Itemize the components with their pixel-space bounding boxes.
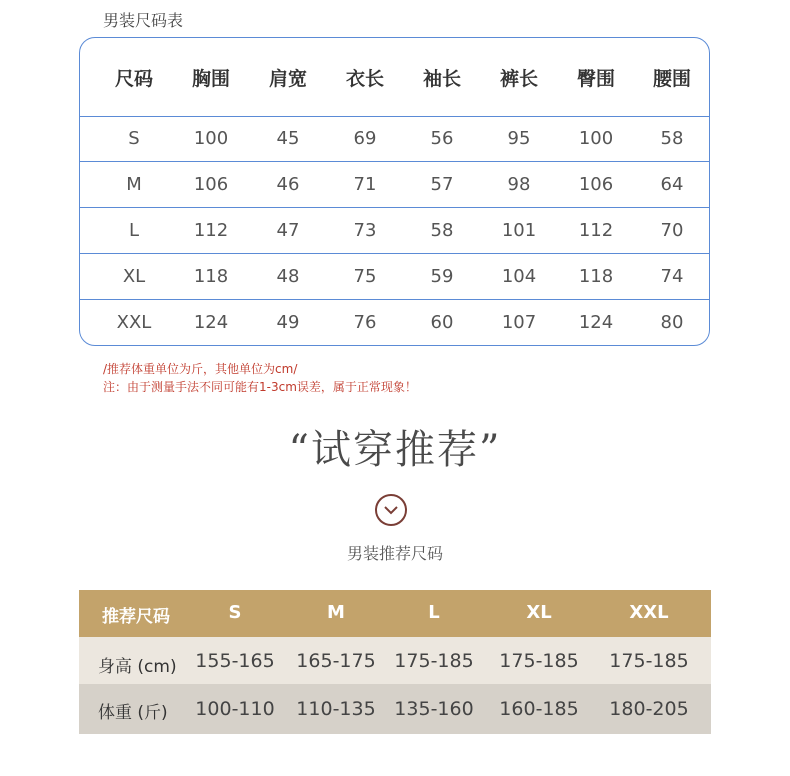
- table-row: [80, 116, 709, 162]
- table-cell: 60: [430, 312, 454, 333]
- table-cell: 46: [276, 174, 300, 195]
- table-cell: 76: [353, 312, 377, 333]
- table-cell: 73: [353, 220, 377, 241]
- table-cell: 180-205: [609, 698, 689, 720]
- table-cell: 175-185: [609, 650, 689, 672]
- table-cell: 58: [660, 128, 684, 149]
- table-cell: 124: [578, 312, 614, 333]
- header-size-s: S: [228, 602, 242, 623]
- table-row: [80, 254, 709, 300]
- table-cell: 112: [193, 220, 229, 241]
- header-waist: 腰围: [652, 68, 692, 90]
- table-row: [80, 208, 709, 254]
- table-cell: 59: [430, 266, 454, 287]
- table-cell: 95: [507, 128, 531, 149]
- section-title: “试穿推荐”: [288, 427, 502, 473]
- table-cell: 56: [430, 128, 454, 149]
- table-cell: 106: [578, 174, 614, 195]
- table-cell: 118: [193, 266, 229, 287]
- table-cell: 110-135: [296, 698, 376, 720]
- size-chart-header-row: [80, 38, 709, 117]
- size-chart-title: 男装尺码表: [103, 11, 184, 30]
- header-size-xxl: XXL: [629, 602, 669, 623]
- height-row: [79, 637, 711, 684]
- table-cell: 47: [276, 220, 300, 241]
- table-cell: 135-160: [394, 698, 474, 720]
- table-cell: 57: [430, 174, 454, 195]
- size-chart-table: [79, 37, 710, 346]
- header-sleeve: 袖长: [422, 68, 462, 90]
- table-cell: 100: [578, 128, 614, 149]
- table-row: [80, 162, 709, 208]
- table-cell: S: [128, 128, 140, 149]
- table-cell: 69: [353, 128, 377, 149]
- table-cell: 71: [353, 174, 377, 195]
- table-cell: XXL: [116, 312, 152, 333]
- table-cell: 58: [430, 220, 454, 241]
- table-cell: L: [128, 220, 140, 241]
- header-size-xl: XL: [526, 602, 552, 623]
- header-hip: 臀围: [576, 68, 616, 90]
- header-chest: 胸围: [191, 68, 231, 90]
- header-size-l: L: [428, 602, 440, 623]
- table-cell: 107: [501, 312, 537, 333]
- table-cell: 101: [501, 220, 537, 241]
- header-size: 尺码: [114, 68, 154, 90]
- error-note: 注：由于测量手法不同可能有1-3cm误差，属于正常现象！: [103, 380, 417, 394]
- table-cell: 48: [276, 266, 300, 287]
- table-cell: 112: [578, 220, 614, 241]
- table-cell: 106: [193, 174, 229, 195]
- table-cell: 165-175: [296, 650, 376, 672]
- table-cell: M: [126, 174, 142, 195]
- unit-note: /推荐体重单位为斤，其他单位为cm/: [103, 362, 298, 376]
- table-cell: 70: [660, 220, 684, 241]
- table-cell: 118: [578, 266, 614, 287]
- table-cell: 80: [660, 312, 684, 333]
- table-cell: 160-185: [499, 698, 579, 720]
- height-label: 身高 (cm): [98, 657, 177, 677]
- chevron-down-circle-icon: [375, 494, 407, 526]
- table-cell: 104: [501, 266, 537, 287]
- table-cell: 100-110: [195, 698, 275, 720]
- header-pants: 裤长: [499, 68, 539, 90]
- weight-row: [79, 684, 711, 734]
- table-cell: 49: [276, 312, 300, 333]
- recommendation-header-row: [79, 590, 711, 637]
- table-row: [80, 300, 709, 346]
- table-cell: 75: [353, 266, 377, 287]
- table-cell: 74: [660, 266, 684, 287]
- table-cell: 155-165: [195, 650, 275, 672]
- table-cell: XL: [122, 266, 146, 287]
- table-cell: 175-185: [499, 650, 579, 672]
- header-size-m: M: [327, 602, 345, 623]
- table-cell: 45: [276, 128, 300, 149]
- table-cell: 100: [193, 128, 229, 149]
- header-length: 衣长: [345, 68, 385, 90]
- header-recommended-size: 推荐尺码: [102, 607, 170, 627]
- header-shoulder: 肩宽: [268, 68, 308, 90]
- table-cell: 64: [660, 174, 684, 195]
- recommendation-table: [79, 590, 711, 734]
- table-cell: 175-185: [394, 650, 474, 672]
- weight-label: 体重 (斤): [98, 703, 168, 723]
- table-cell: 124: [193, 312, 229, 333]
- table-cell: 98: [507, 174, 531, 195]
- section-subtitle: 男装推荐尺码: [346, 544, 443, 563]
